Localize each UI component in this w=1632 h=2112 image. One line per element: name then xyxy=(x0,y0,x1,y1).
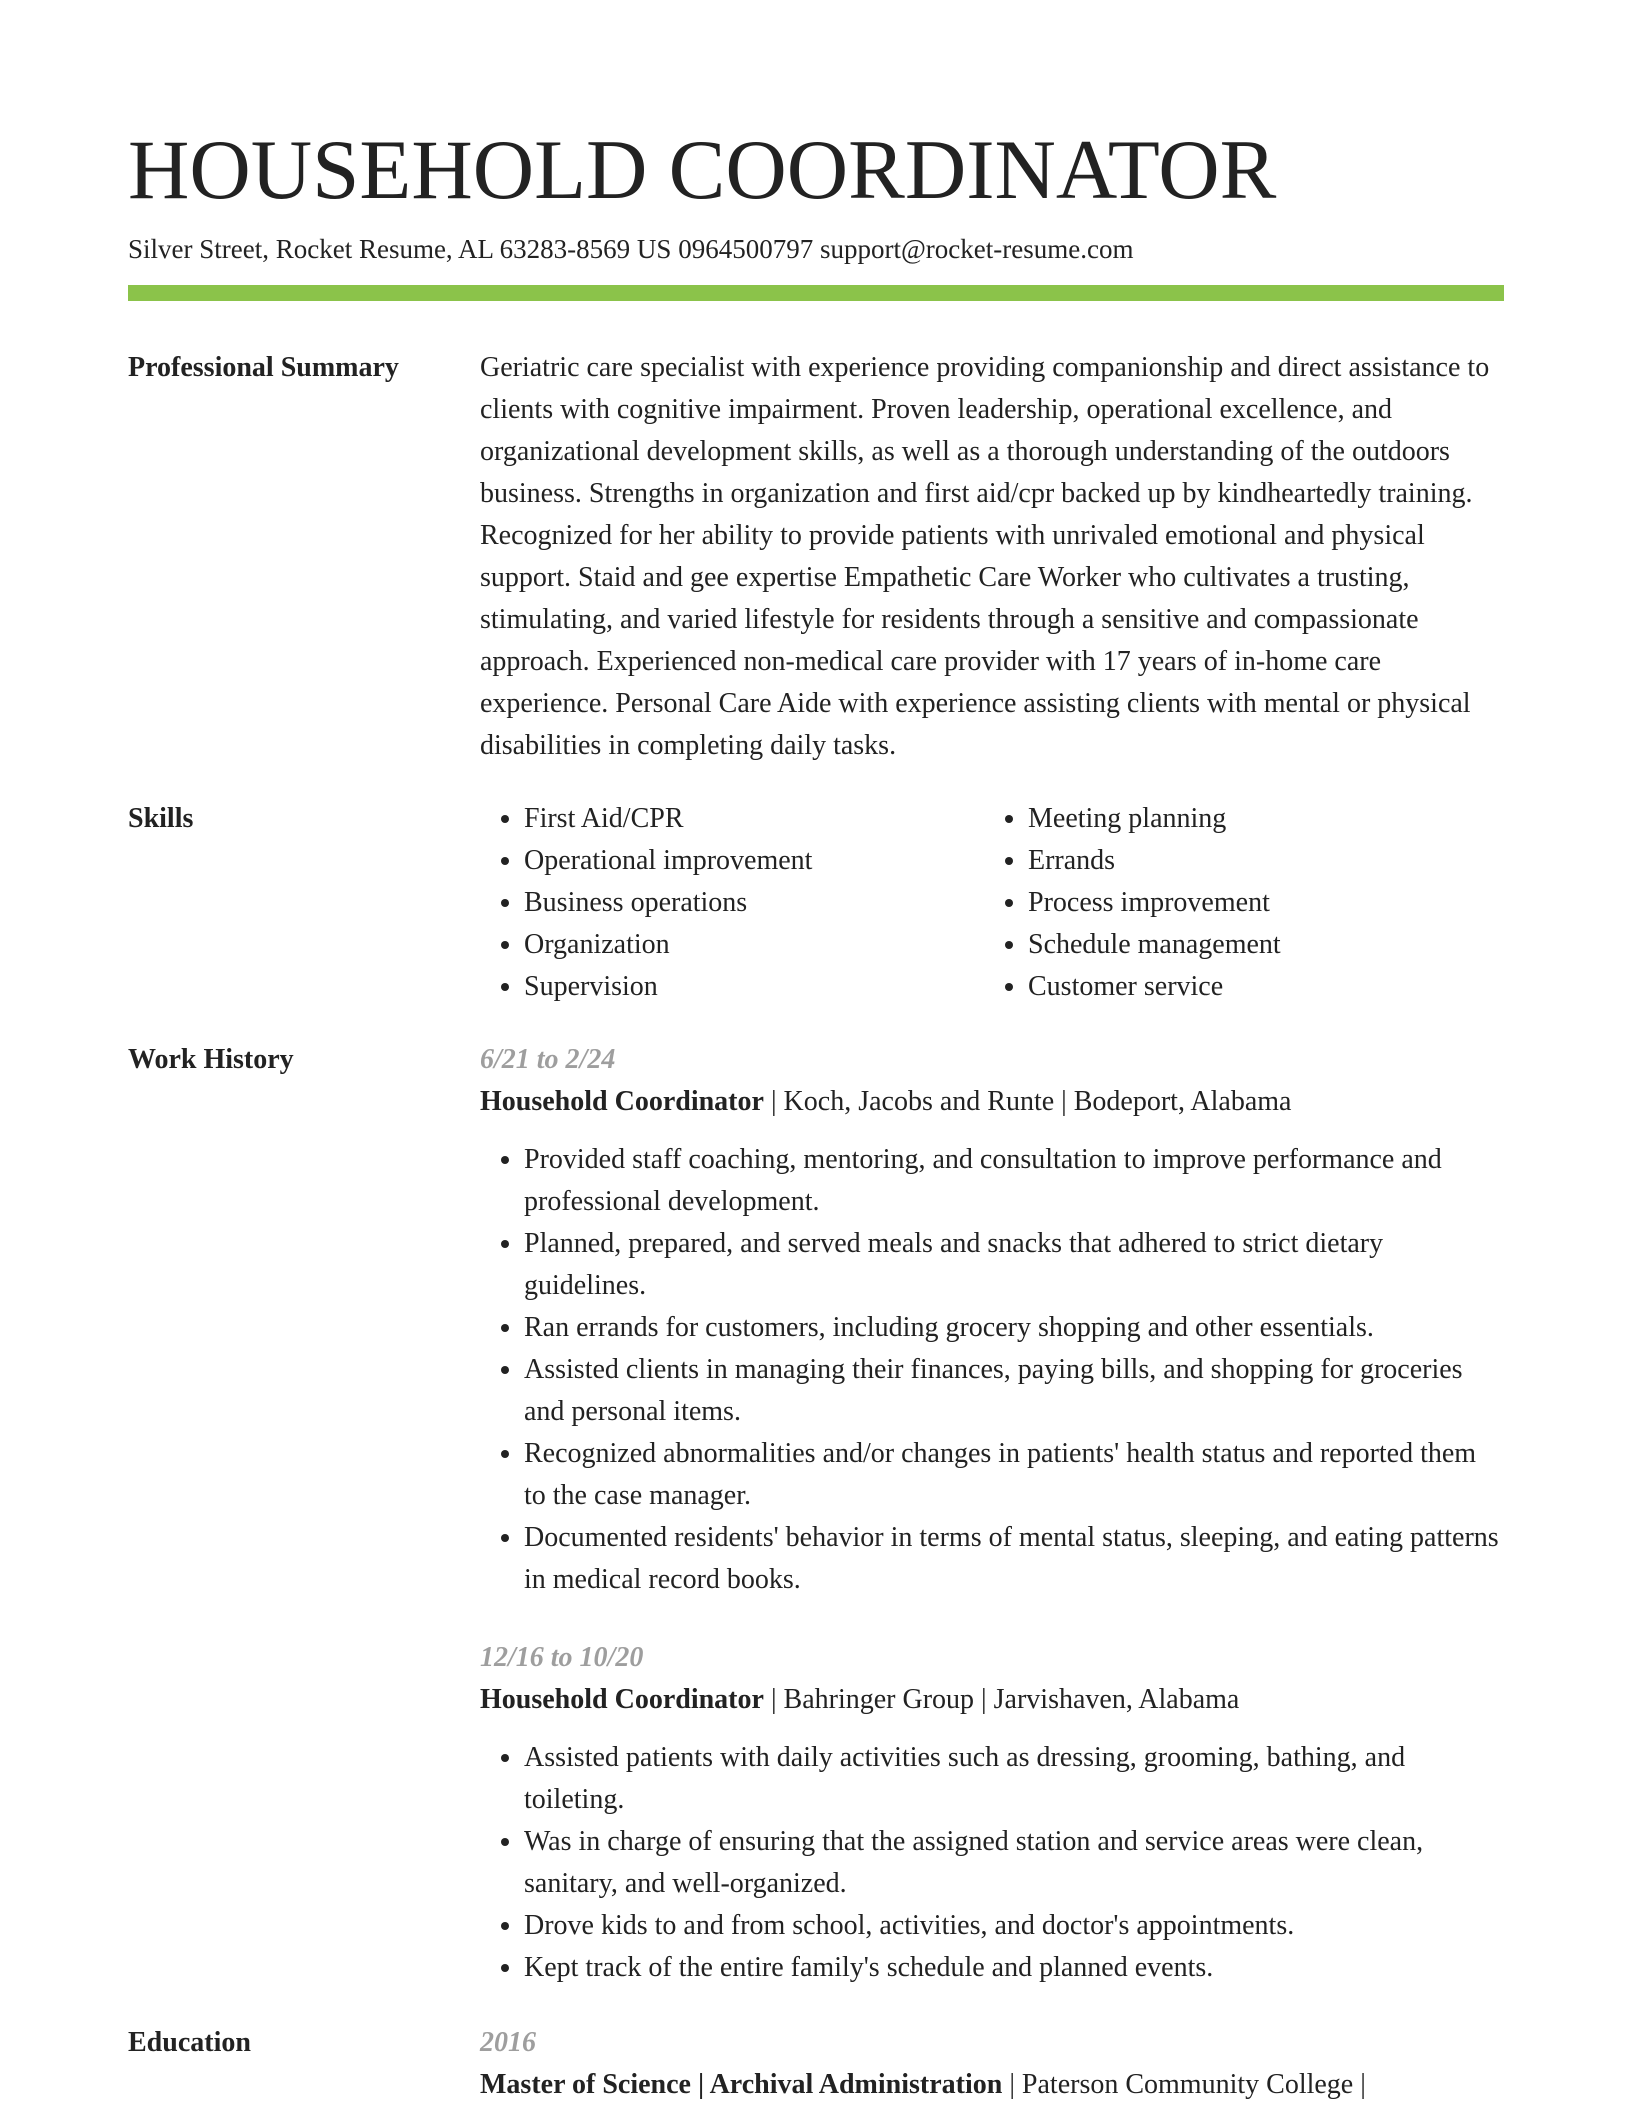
skills-column-left xyxy=(480,798,984,1008)
skill-item: • Meeting planning xyxy=(1028,798,1488,840)
skill-item: • Schedule management xyxy=(1028,924,1488,966)
skill-item: • Supervision xyxy=(524,966,984,1008)
header-divider xyxy=(128,285,1504,301)
skills-columns xyxy=(480,798,1504,1008)
job-title: Household Coordinator xyxy=(480,1086,764,1117)
job-title: Household Coordinator xyxy=(480,1684,764,1715)
resume-title: HOUSEHOLD COORDINATOR xyxy=(128,123,1277,217)
skill-item: • Errands xyxy=(1028,840,1488,882)
summary-heading: Professional Summary xyxy=(128,352,399,383)
job-bullet: • Documented residents' behavior in terms of mental status, sleeping, and eating patterns in medical record books. xyxy=(524,1517,1504,1601)
job-entry xyxy=(480,1637,1504,1989)
work-history-heading: Work History xyxy=(128,1044,294,1075)
education-heading: Education xyxy=(128,2027,251,2058)
job-bullet: • Kept track of the entire family's schedule and planned events. xyxy=(524,1947,1504,1989)
summary-text: Geriatric care specialist with experience providing companionship and direct assistance to clients with cognitive impairment. Proven leadership, operational excellence, and organizational development skills, as well as a thorough understanding of the outdoors business. Strengths in organization and first aid/cpr backed up by kindheartedly training. Recognized for her ability to provide patients with unrivaled emotional and physical support. Staid and gee expertise Empathetic Care Worker who cultivates a trusting, stimulating, and varied lifestyle for residents through a sensitive and compassionate approach. Experienced non-medical care provider with 17 years of in-home care experience. Personal Care Aide with experience assisting clients with mental or physical disabilities in completing daily tasks. xyxy=(480,352,1490,761)
job-bullet: • Planned, prepared, and served meals and snacks that adhered to strict dietary guidelines. xyxy=(524,1223,1504,1307)
work-history-body xyxy=(480,1039,1504,1989)
job-bullet: • Ran errands for customers, including grocery shopping and other essentials. xyxy=(524,1307,1504,1349)
job-bullet: • Was in charge of ensuring that the assigned station and service areas were clean, sanitary, and well-organized. xyxy=(524,1821,1504,1905)
skills-column-right xyxy=(984,798,1488,1008)
skills-list-right xyxy=(984,798,1488,1008)
job-bullet: • Assisted clients in managing their finances, paying bills, and shopping for groceries and personal items. xyxy=(524,1349,1504,1433)
job-details: | Koch, Jacobs and Runte | Bodeport, Alabama xyxy=(763,1086,1292,1117)
education-school: | Paterson Community College | xyxy=(1002,2069,1366,2100)
job-bullet: • Assisted patients with daily activities such as dressing, grooming, bathing, and toileting. xyxy=(524,1737,1504,1821)
education-line xyxy=(480,2064,1504,2106)
job-bullet: • Recognized abnormalities and/or changes in patients' health status and reported them to the case manager. xyxy=(524,1433,1504,1517)
skill-item: • Business operations xyxy=(524,882,984,924)
job-bullets xyxy=(480,1139,1504,1601)
job-bullet: • Drove kids to and from school, activities, and doctor's appointments. xyxy=(524,1905,1504,1947)
skills-body xyxy=(480,798,1504,1008)
job-bullet: • Provided staff coaching, mentoring, and consultation to improve performance and professional development. xyxy=(524,1139,1504,1223)
skill-item: • First Aid/CPR xyxy=(524,798,984,840)
skill-item: • Process improvement xyxy=(1028,882,1488,924)
job-dates: 12/16 to 10/20 xyxy=(480,1642,644,1673)
skills-heading: Skills xyxy=(128,803,194,834)
skill-item: • Customer service xyxy=(1028,966,1488,1008)
job-header xyxy=(480,1679,1504,1721)
summary-body xyxy=(480,347,1504,767)
job-entry xyxy=(480,1039,1504,1601)
job-bullets xyxy=(480,1737,1504,1989)
education-body xyxy=(480,2022,1504,2106)
skills-list-left xyxy=(480,798,984,1008)
job-header xyxy=(480,1081,1504,1123)
skill-item: • Operational improvement xyxy=(524,840,984,882)
job-details: | Bahringer Group | Jarvishaven, Alabama xyxy=(763,1684,1240,1715)
contact-info: Silver Street, Rocket Resume, AL 63283-8569 US 0964500797 support@rocket-resume.com xyxy=(128,234,1134,264)
job-dates: 6/21 to 2/24 xyxy=(480,1044,616,1075)
education-degree: Master of Science | Archival Administration xyxy=(480,2069,1003,2100)
skill-item: • Organization xyxy=(524,924,984,966)
education-year: 2016 xyxy=(480,2027,536,2058)
